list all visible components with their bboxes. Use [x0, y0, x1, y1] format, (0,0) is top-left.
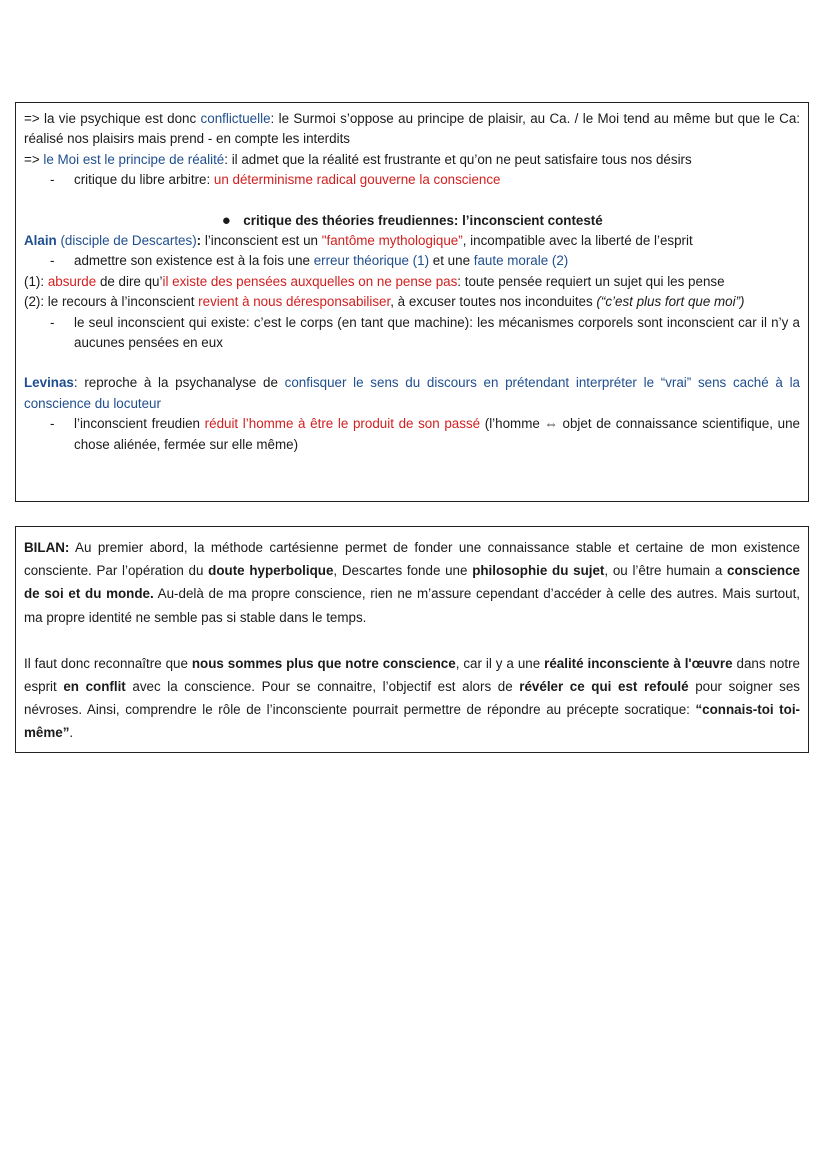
highlight-red: revient à nous déresponsabiliser	[198, 294, 391, 310]
section-heading	[24, 211, 800, 231]
highlight-blue: faute morale (2)	[473, 253, 569, 269]
text: dans notre esprit	[24, 655, 800, 695]
alain-line	[24, 231, 800, 251]
text: (1):	[24, 273, 48, 289]
text: , ou l’être humain a	[604, 563, 728, 579]
text: Au premier abord, la méthode cartésienne permet de fonder une connaissance stable et certaine de mon existence consciente. Par l’opération du	[24, 540, 800, 579]
author-name: Alain	[24, 233, 57, 249]
bullet-icon: ●	[221, 211, 231, 229]
note-1	[24, 272, 800, 292]
bold-term: réalité inconsciente à l'œuvre	[544, 655, 733, 671]
conflict-line	[24, 109, 800, 150]
dash-marker: -	[50, 314, 55, 330]
text: Il faut donc reconnaître que	[24, 655, 192, 671]
alain-item	[24, 251, 800, 271]
highlight-red: réduit l’homme à être le produit de son passé	[204, 416, 481, 432]
highlight-blue: conflictuelle	[200, 111, 271, 126]
text: (l’homme ⇔ objet de connaissance scientifique, une chose aliénée, fermée sur elle même)	[74, 416, 800, 452]
levinas-item	[24, 414, 800, 455]
bold-term: philosophie du sujet	[472, 563, 605, 579]
text: l’inconscient est un	[201, 233, 322, 249]
levinas-line	[24, 373, 800, 414]
bold-term: conscience de soi et du monde.	[24, 563, 800, 602]
highlight-blue: (disciple de Descartes)	[56, 233, 197, 249]
text: .	[69, 725, 74, 741]
summary-paragraph-1	[24, 536, 800, 629]
dash-marker: -	[50, 253, 55, 269]
bold-term: révéler ce qui est refoulé	[519, 679, 689, 695]
summary-paragraph-2	[24, 652, 800, 745]
text: de dire qu’	[96, 273, 163, 289]
bold-term: doute hyperbolique	[208, 563, 334, 579]
highlight-blue: le Moi est le principe de réalité	[43, 151, 225, 167]
text: =>	[24, 151, 44, 167]
text: le seul inconscient qui existe: c’est le corps (en tant que machine): les mécanismes corporels sont inconscient car il n’y a aucunes pensées en eux	[74, 314, 800, 351]
body-item	[24, 313, 800, 354]
text: => la vie psychique est donc	[24, 111, 201, 126]
text: Au-delà de ma propre conscience, rien ne m’assure cependant d’accéder à celle des autres. Mais surtout, ma propre identité ne semble pas si stable dans le temps.	[24, 586, 801, 625]
bold-term: nous sommes plus que notre conscience	[191, 655, 456, 671]
summary-box	[15, 526, 809, 753]
author-name: Levinas	[24, 375, 74, 391]
text: , Descartes fonde une	[333, 563, 473, 579]
text: : il admet que la réalité est frustrante et qu’on ne peut satisfaire tous nos désirs	[224, 151, 692, 167]
dash-marker: -	[50, 172, 55, 188]
text: et une	[429, 253, 474, 269]
highlight-red: un déterminisme radical gouverne la conscience	[213, 172, 501, 188]
text: l’inconscient freudien	[74, 416, 205, 432]
free-will-item	[24, 170, 800, 190]
text: : reproche à la psychanalyse de	[73, 375, 285, 391]
text: :	[196, 233, 202, 249]
dash-marker: -	[50, 416, 55, 432]
text: : toute pensée requiert un sujet qui les pense	[457, 273, 725, 289]
notes-box	[15, 102, 809, 502]
text: avec la conscience. Pour se connaitre, l’objectif est alors de	[125, 679, 520, 695]
text: : le Surmoi s’oppose au principe de plaisir, au Ca. / le Moi tend au même but que le Ca: réalisé nos plaisirs mais prend - en compte les interdits	[24, 111, 800, 147]
text: pour soigner ses névroses. Ainsi, comprendre le rôle de l’inconsciente pourrait permettre de répondre au précepte socratique:	[24, 679, 800, 718]
text: , à excuser toutes nos inconduites	[390, 294, 597, 310]
highlight-red: absurde	[47, 273, 97, 289]
highlight-red: "fantôme mythologique”	[321, 233, 463, 249]
italic-quote: (“c’est plus fort que moi”)	[596, 294, 745, 310]
text: (2): le recours à l’inconscient	[24, 294, 199, 310]
text: critique du libre arbitre:	[74, 172, 214, 188]
text: , car il y a une	[455, 655, 545, 671]
text: admettre son existence est à la fois une	[74, 253, 314, 269]
highlight-blue: confisquer le sens du discours en prétendant interpréter le “vrai” sens caché à la conscience du locuteur	[24, 375, 800, 411]
highlight-blue: erreur théorique (1)	[313, 253, 430, 269]
bold-term: en conflit	[63, 679, 126, 695]
note-2	[24, 292, 800, 312]
summary-label: BILAN:	[24, 540, 70, 555]
text: , incompatible avec la liberté de l’esprit	[462, 233, 693, 249]
reality-line	[24, 150, 800, 170]
bold-term: “connais-toi toi-même”	[24, 702, 801, 741]
highlight-red: il existe des pensées auxquelles on ne pense pas	[162, 273, 458, 289]
heading-text: critique des théories freudiennes: l’inconscient contesté	[243, 212, 603, 228]
